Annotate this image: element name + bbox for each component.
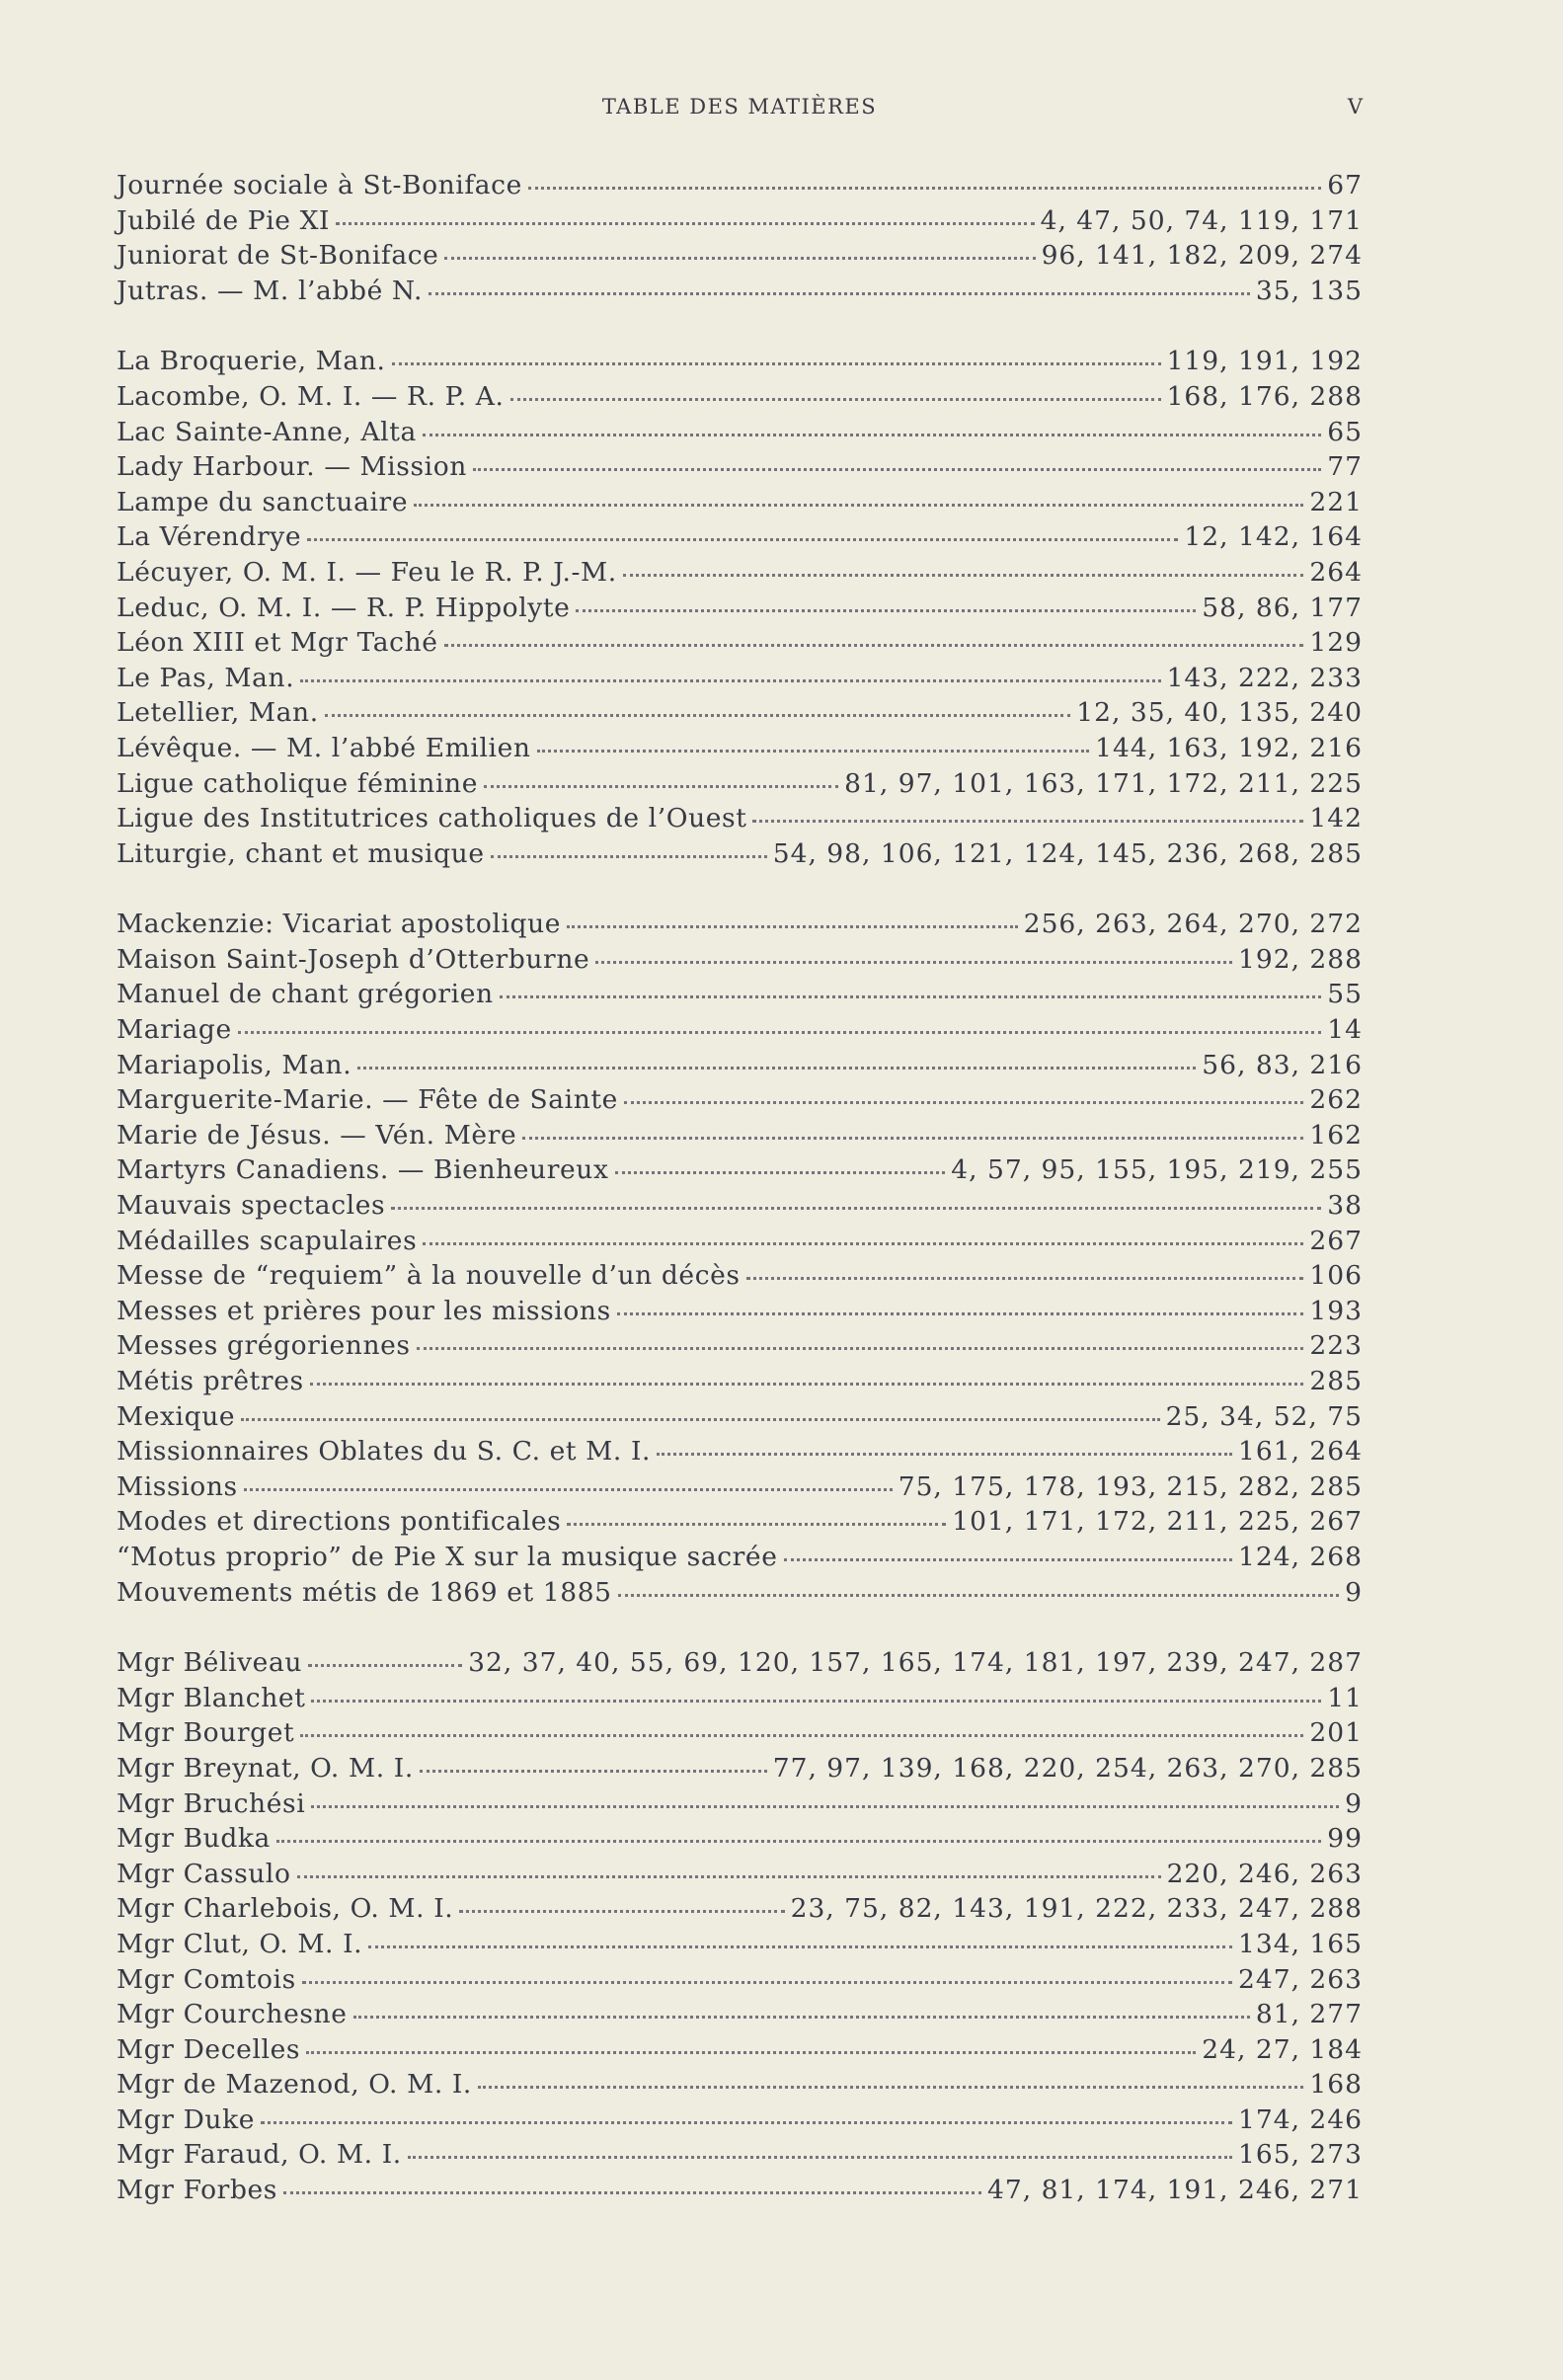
entry-pages: 4, 47, 50, 74, 119, 171 (1040, 204, 1363, 236)
entry-pages: 23, 75, 82, 143, 191, 222, 233, 247, 288 (790, 1893, 1363, 1925)
index-entry (117, 766, 1363, 802)
index-entry (117, 449, 1363, 485)
entry-name: Messe de “requiem” à la nouvelle d’un décès (117, 1260, 741, 1292)
dot-leader (423, 1242, 1303, 1245)
dot-leader (618, 1594, 1339, 1597)
entry-pages: 201 (1309, 1717, 1363, 1749)
dot-leader (276, 1840, 1321, 1843)
entry-pages: 38 (1327, 1190, 1363, 1222)
dot-leader (261, 2121, 1232, 2124)
entry-pages: 25, 34, 52, 75 (1165, 1400, 1363, 1432)
index-group (117, 1645, 1363, 2208)
index-entry (117, 801, 1363, 836)
index-entry (117, 1048, 1363, 1083)
index-entry (117, 1715, 1363, 1751)
entry-pages: 221 (1309, 486, 1363, 517)
index-entry (117, 519, 1363, 555)
page-header (117, 95, 1363, 126)
index-entry (117, 415, 1363, 450)
entry-pages: 81, 277 (1255, 1999, 1363, 2030)
entry-name: Lampe du sanctuaire (117, 486, 409, 517)
entry-name: Messes et prières pour les missions (117, 1295, 611, 1326)
entry-name: Mgr Cassulo (117, 1858, 291, 1889)
index-entry (117, 1786, 1363, 1822)
dot-leader (459, 1910, 784, 1913)
index-entry (117, 1997, 1363, 2032)
index-entry (117, 591, 1363, 626)
entry-name: Mackenzie: Vicariat apostolique (117, 909, 562, 940)
dot-leader (444, 644, 1304, 647)
entry-name: Mariage (117, 1014, 232, 1046)
index-entry (117, 2032, 1363, 2068)
entry-pages: 47, 81, 174, 191, 246, 271 (987, 2175, 1363, 2206)
entry-name: Mouvements métis de 1869 et 1885 (117, 1576, 612, 1608)
entry-name: Jutras. — M. l’abbé N. (117, 275, 424, 306)
index-entry (117, 1891, 1363, 1927)
dot-leader (567, 1523, 946, 1526)
dot-leader (429, 292, 1250, 295)
entry-pages: 11 (1327, 1682, 1363, 1713)
entry-name: Lévêque. — M. l’abbé Emilien (117, 732, 531, 763)
dot-leader (311, 1700, 1321, 1703)
index-entry (117, 1152, 1363, 1188)
entry-name: Ligue catholique féminine (117, 767, 478, 799)
entry-pages: 119, 191, 192 (1166, 346, 1363, 377)
index-entry (117, 1224, 1363, 1259)
entry-name: Mgr Clut, O. M. I. (117, 1928, 363, 1959)
dot-leader (657, 1453, 1232, 1456)
index-entry (117, 1857, 1363, 1892)
entry-pages: 9 (1345, 1787, 1363, 1819)
dot-leader (325, 714, 1071, 717)
entry-pages: 264 (1309, 556, 1363, 588)
entry-name: Juniorat de St-Boniface (117, 240, 439, 272)
index-entry (117, 1469, 1363, 1505)
entry-name: Modes et directions pontificales (117, 1506, 562, 1538)
entry-pages: 129 (1309, 627, 1363, 659)
dot-leader (500, 995, 1322, 998)
entry-pages: 144, 163, 192, 216 (1095, 732, 1363, 763)
dot-leader (357, 1067, 1196, 1070)
dot-leader (423, 434, 1321, 436)
index-entry (117, 1258, 1363, 1294)
index-entry (117, 1012, 1363, 1048)
entry-name: Mexique (117, 1400, 236, 1432)
entry-name: Mgr de Mazenod, O. M. I. (117, 2069, 472, 2101)
dot-leader (391, 1207, 1321, 1210)
entry-pages: 56, 83, 216 (1202, 1049, 1363, 1080)
entry-name: Manuel de chant grégorien (117, 979, 494, 1010)
dot-leader (746, 1277, 1304, 1280)
entry-pages: 192, 288 (1237, 943, 1363, 975)
index-entry (117, 238, 1363, 274)
entry-name: Jubilé de Pie XI (117, 204, 331, 236)
index-entry (117, 1118, 1363, 1153)
index-entry (117, 977, 1363, 1012)
entry-pages: 14 (1327, 1014, 1363, 1046)
entry-pages: 32, 37, 40, 55, 69, 120, 157, 165, 174, 181, 197, 239, 247, 287 (468, 1647, 1363, 1679)
index-entry (117, 2102, 1363, 2138)
index-entry (117, 1399, 1363, 1435)
entry-pages: 65 (1327, 416, 1363, 447)
index-entry (117, 695, 1363, 731)
entry-pages: 96, 141, 182, 209, 274 (1041, 240, 1363, 272)
entry-name: Journée sociale à St-Boniface (117, 170, 522, 200)
index-list (117, 168, 1363, 2244)
entry-name: La Broquerie, Man. (117, 346, 386, 377)
dot-leader (368, 1945, 1232, 1948)
entry-pages: 162 (1309, 1119, 1363, 1150)
index-entry (117, 168, 1363, 203)
dot-leader (752, 820, 1303, 823)
index-entry (117, 1927, 1363, 1962)
entry-pages: 9 (1345, 1576, 1363, 1608)
entry-name: Marie de Jésus. — Vén. Mère (117, 1119, 517, 1150)
entry-name: Mariapolis, Man. (117, 1049, 352, 1080)
entry-pages: 165, 273 (1237, 2139, 1363, 2171)
entry-name: Mgr Breynat, O. M. I. (117, 1752, 414, 1784)
entry-name: Mgr Decelles (117, 2033, 301, 2065)
index-group (117, 907, 1363, 1610)
index-entry (117, 1575, 1363, 1611)
dot-leader (297, 1875, 1161, 1878)
entry-pages: 161, 264 (1237, 1436, 1363, 1468)
entry-pages: 168 (1309, 2069, 1363, 2101)
entry-name: Lécuyer, O. M. I. — Feu le R. P. J.-M. (117, 556, 617, 588)
index-entry (117, 344, 1363, 379)
index-entry (117, 2173, 1363, 2208)
dot-leader (528, 187, 1321, 190)
entry-name: Martyrs Canadiens. — Bienheureux (117, 1154, 609, 1186)
entry-name: Mauvais spectacles (117, 1190, 386, 1222)
entry-pages: 262 (1309, 1084, 1363, 1116)
dot-leader (510, 398, 1161, 401)
index-entry (117, 731, 1363, 766)
entry-name: Mgr Duke (117, 2103, 256, 2135)
entry-pages: 99 (1327, 1823, 1363, 1855)
index-entry (117, 1821, 1363, 1857)
entry-pages: 77, 97, 139, 168, 220, 254, 263, 270, 285 (772, 1752, 1363, 1784)
entry-name: Léon XIII et Mgr Taché (117, 627, 438, 659)
entry-name: Missions (117, 1470, 238, 1502)
index-entry (117, 1294, 1363, 1329)
dot-leader (241, 1418, 1159, 1421)
dot-leader (420, 1770, 767, 1773)
entry-name: Messes grégoriennes (117, 1330, 411, 1362)
dot-leader (595, 961, 1232, 964)
entry-name: Mgr Forbes (117, 2175, 277, 2206)
entry-name: Médailles scapulaires (117, 1225, 418, 1256)
dot-leader (307, 538, 1178, 541)
index-entry (117, 203, 1363, 239)
dot-leader (623, 574, 1304, 577)
entry-pages: 134, 165 (1237, 1928, 1363, 1959)
entry-pages: 220, 246, 263 (1166, 1858, 1363, 1889)
dot-leader (238, 1031, 1322, 1034)
index-entry (117, 1188, 1363, 1224)
dot-leader (306, 2051, 1196, 2054)
entry-pages: 35, 135 (1255, 275, 1363, 306)
entry-pages: 58, 86, 177 (1202, 592, 1363, 623)
entry-pages: 143, 222, 233 (1166, 662, 1363, 693)
dot-leader (478, 2086, 1303, 2089)
index-entry (117, 1082, 1363, 1118)
dot-leader (283, 2191, 981, 2194)
entry-name: Lac Sainte-Anne, Alta (117, 416, 417, 447)
index-entry (117, 1645, 1363, 1681)
entry-name: “Motus proprio” de Pie X sur la musique sacrée (117, 1541, 778, 1572)
index-entry (117, 907, 1363, 942)
dot-leader (624, 1101, 1303, 1104)
dot-leader (417, 1347, 1304, 1350)
dot-leader (784, 1558, 1232, 1561)
dot-leader (444, 257, 1035, 260)
running-title: TABLE DES MATIÈRES (601, 95, 878, 119)
entry-name: Mgr Faraud, O. M. I. (117, 2139, 402, 2171)
index-entry (117, 1962, 1363, 1998)
entry-name: Maison Saint-Joseph d’Otterburne (117, 943, 590, 975)
entry-name: Mgr Comtois (117, 1963, 296, 1995)
dot-leader (414, 504, 1303, 507)
index-entry (117, 836, 1363, 872)
index-entry (117, 1434, 1363, 1469)
entry-pages: 256, 263, 264, 270, 272 (1023, 909, 1363, 940)
index-entry (117, 379, 1363, 415)
index-entry (117, 1504, 1363, 1540)
entry-pages: 101, 171, 172, 211, 225, 267 (952, 1506, 1363, 1538)
index-entry (117, 555, 1363, 591)
dot-leader (244, 1488, 893, 1491)
index-entry (117, 1540, 1363, 1575)
entry-pages: 124, 268 (1237, 1541, 1363, 1572)
dot-leader (311, 1805, 1339, 1808)
entry-pages: 54, 98, 106, 121, 124, 145, 236, 268, 285 (772, 837, 1363, 869)
entry-name: Mgr Courchesne (117, 1999, 348, 2030)
dot-leader (353, 2016, 1250, 2019)
entry-name: La Vérendrye (117, 521, 302, 553)
entry-pages: 174, 246 (1237, 2103, 1363, 2135)
entry-pages: 223 (1309, 1330, 1363, 1362)
dot-leader (522, 1137, 1303, 1140)
index-entry (117, 661, 1363, 696)
dot-leader (302, 1981, 1232, 1984)
entry-name: Leduc, O. M. I. — R. P. Hippolyte (117, 592, 571, 623)
index-group (117, 168, 1363, 308)
index-entry (117, 1751, 1363, 1786)
entry-name: Liturgie, chant et musique (117, 837, 485, 869)
index-entry (117, 625, 1363, 661)
entry-name: Lacombe, O. M. I. — R. P. A. (117, 380, 505, 412)
entry-pages: 193 (1309, 1295, 1363, 1326)
entry-pages: 267 (1309, 1225, 1363, 1256)
dot-leader (336, 222, 1034, 225)
page-number: V (1347, 95, 1363, 119)
entry-name: Mgr Blanchet (117, 1682, 306, 1713)
dot-leader (308, 1664, 462, 1667)
entry-pages: 12, 142, 164 (1184, 521, 1363, 553)
index-entry (117, 1681, 1363, 1716)
dot-leader (310, 1383, 1304, 1386)
dot-leader (300, 679, 1160, 682)
index-group (117, 344, 1363, 871)
entry-pages: 247, 263 (1237, 1963, 1363, 1995)
entry-name: Mgr Charlebois, O. M. I. (117, 1893, 454, 1925)
index-entry (117, 2137, 1363, 2173)
entry-name: Letellier, Man. (117, 697, 319, 729)
entry-pages: 12, 35, 40, 135, 240 (1076, 697, 1363, 729)
entry-pages: 55 (1327, 979, 1363, 1010)
dot-leader (537, 750, 1090, 753)
dot-leader (484, 785, 838, 788)
dot-leader (300, 1734, 1303, 1737)
index-entry (117, 942, 1363, 978)
dot-leader (617, 1312, 1304, 1315)
entry-name: Lady Harbour. — Mission (117, 451, 467, 483)
entry-pages: 4, 57, 95, 155, 195, 219, 255 (951, 1154, 1363, 1186)
index-entry (117, 2067, 1363, 2102)
dot-leader (408, 2156, 1232, 2159)
dot-leader (491, 855, 767, 858)
entry-name: Mgr Bruchési (117, 1787, 306, 1819)
entry-name: Mgr Bourget (117, 1717, 295, 1749)
entry-name: Mgr Béliveau (117, 1647, 303, 1679)
entry-pages: 75, 175, 178, 193, 215, 282, 285 (898, 1470, 1363, 1502)
entry-name: Le Pas, Man. (117, 662, 295, 693)
index-entry (117, 274, 1363, 309)
dot-leader (473, 468, 1321, 471)
entry-pages: 24, 27, 184 (1202, 2033, 1363, 2065)
entry-pages: 67 (1327, 170, 1363, 200)
entry-pages: 106 (1309, 1260, 1363, 1292)
index-entry (117, 1328, 1363, 1364)
entry-pages: 168, 176, 288 (1166, 380, 1363, 412)
entry-name: Métis prêtres (117, 1366, 304, 1396)
dot-leader (576, 609, 1196, 612)
entry-pages: 81, 97, 101, 163, 171, 172, 211, 225 (844, 767, 1363, 799)
index-entry (117, 485, 1363, 520)
entry-pages: 142 (1309, 803, 1363, 834)
entry-pages: 77 (1327, 451, 1363, 483)
dot-leader (615, 1171, 946, 1174)
index-entry (117, 1364, 1363, 1399)
entry-name: Ligue des Institutrices catholiques de l’Ouest (117, 803, 747, 834)
entry-name: Missionnaires Oblates du S. C. et M. I. (117, 1436, 652, 1468)
entry-pages: 285 (1309, 1366, 1363, 1396)
dot-leader (392, 362, 1161, 365)
dot-leader (567, 925, 1018, 928)
entry-name: Marguerite-Marie. — Fête de Sainte (117, 1084, 618, 1116)
entry-name: Mgr Budka (117, 1823, 271, 1855)
